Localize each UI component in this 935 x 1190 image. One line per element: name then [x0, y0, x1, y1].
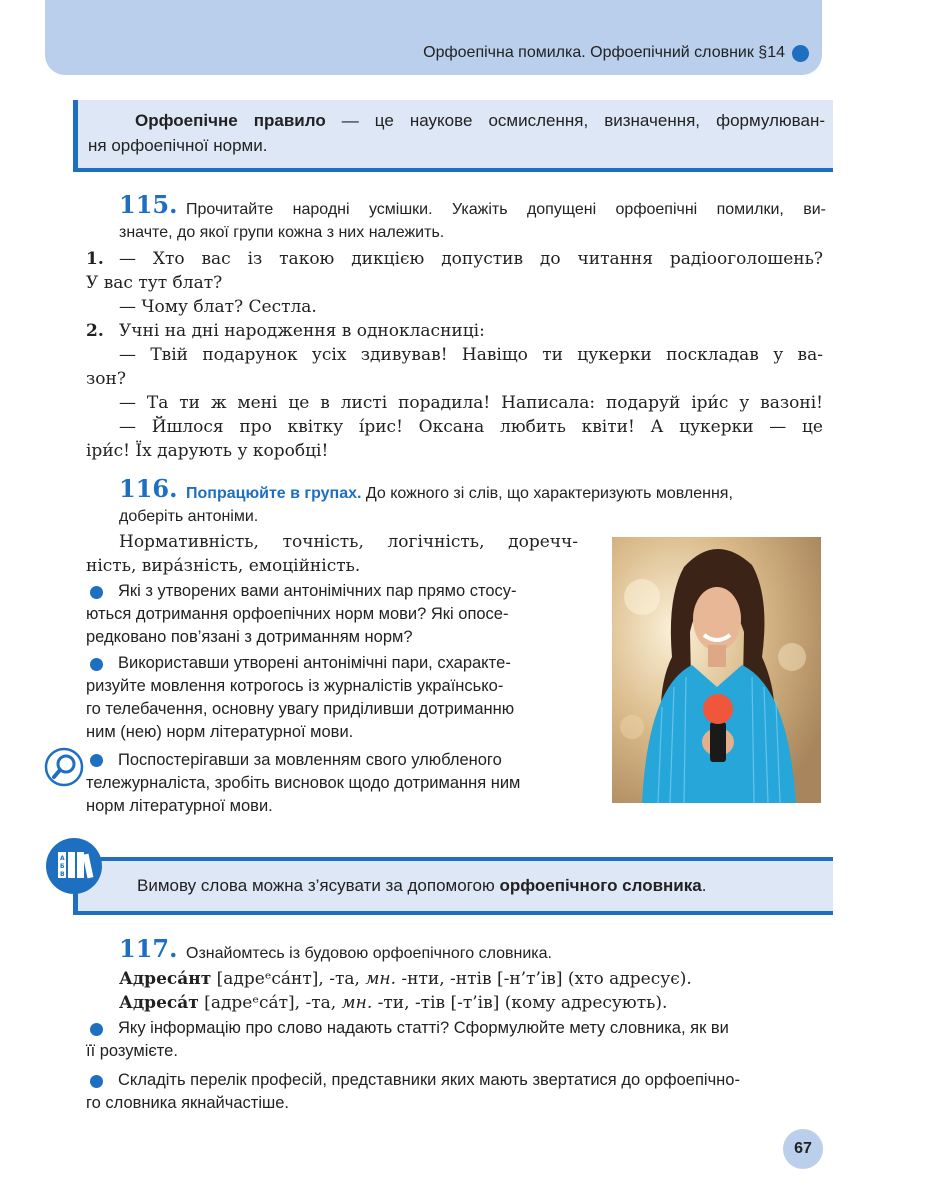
dictionary-entry: Адреса́нт [адреᵉса́нт], -та, мн. -нти, -нтів [-н’т’ів] (хто адресує).: [119, 969, 692, 989]
question-text: Яку інформацію про слово надають статті? Сформулюйте мету словника, як ви: [118, 1019, 729, 1037]
question-text: го словника якнайчастіше.: [86, 1094, 289, 1112]
rule-term: Орфоепічне правило: [135, 111, 326, 130]
rule-text: Орфоепічне правило — це наукове осмислення, визначення, формулюван-: [135, 111, 825, 130]
story-line: — Хто вас із такою дикцією допустив до читання радіооголошень?: [119, 249, 823, 269]
question-text: Які з утворених вами антонімічних пар прямо стосу-: [118, 582, 517, 600]
question-text: Використавши утворені антонімічні пари, схарактe-: [118, 654, 511, 672]
question-text: її розумієте.: [86, 1042, 178, 1060]
group-work-label: Попрацюйте в групах.: [186, 485, 362, 502]
question-text: ним (нею) норм літературної мови.: [86, 723, 354, 741]
story-line: Учні на дні народження в однокласниці:: [119, 321, 485, 341]
header-band: [45, 0, 822, 75]
question-text: Складіть перелік професій, представники яких мають звертатися до орфоепічно-: [118, 1071, 740, 1089]
header-dot-icon: [792, 45, 809, 62]
bullet-icon: [90, 1023, 103, 1036]
magnifier-icon: [44, 747, 84, 787]
exercise-117-task: Ознайомтесь із будовою орфоепічного словника.: [186, 945, 552, 962]
question-text: го телебачення, основну увагу приділивши дотриманню: [86, 700, 515, 718]
journalist-photo: [612, 537, 821, 803]
svg-text:Б: Б: [60, 863, 65, 870]
exercise-116-task: Попрацюйте в групах. До кожного зі слів, що характеризують мовлення,: [186, 485, 733, 502]
exercise-115-task-cont: значте, до якої групи кожна з них належить.: [119, 224, 445, 241]
dictionary-books-icon: [44, 838, 104, 894]
exercise-116-task-cont: доберіть антоніми.: [119, 508, 259, 525]
words-line: ність, вира́зність, емоційність.: [86, 556, 361, 576]
rule-term: орфоепічного словника: [499, 876, 702, 895]
exercise-115-task: Прочитайте народні усмішки. Укажіть допущені орфоепічні помилки, ви-: [186, 201, 826, 218]
dictionary-entry: Адреса́т [адреᵉса́т], -та, мн. -ти, -тів [-т’ів] (кому адресують).: [119, 993, 668, 1013]
question-text: редковано пов’язані з дотриманням норм?: [86, 628, 413, 646]
question-text: ються дотримання орфоепічних норм мови? Які опосе-: [86, 605, 509, 623]
bullet-icon: [90, 586, 103, 599]
story-line: зон?: [86, 369, 126, 389]
header-title: Орфоепічна помилка. Орфоепічний словник §14: [423, 44, 785, 61]
item-number-1: 1.: [86, 249, 104, 269]
exercise-number-115: 115.: [119, 190, 178, 219]
story-line: — Чому блат? Сестла.: [119, 297, 317, 317]
item-number-2: 2.: [86, 321, 104, 341]
svg-text:А: А: [60, 855, 65, 862]
page-number: 67: [783, 1129, 823, 1169]
rule-text-cont: ня орфоепічної норми.: [88, 136, 268, 155]
story-line: — Йшлося про квітку і́рис! Оксана любить квіти! А цукерки — це: [119, 417, 823, 437]
exercise-number-116: 116.: [119, 474, 178, 503]
svg-text:В: В: [60, 871, 65, 878]
bullet-icon: [90, 658, 103, 671]
bullet-icon: [90, 1075, 103, 1088]
rule-text-dictionary: Вимову слова можна з’ясувати за допомогою орфоепічного словника.: [137, 876, 707, 895]
words-line: Нормативність, точність, логічність, доречч-: [119, 532, 578, 552]
exercise-number-117: 117.: [119, 934, 178, 963]
story-line: іри́с! Їх дарують у коробці!: [86, 441, 329, 461]
story-line: — Та ти ж мені це в листі порадила! Написала: подаруй іри́с у вазоні!: [119, 393, 823, 413]
question-text: тележурналіста, зробіть висновок щодо дотримання ним: [86, 774, 521, 792]
story-line: У вас тут блат?: [86, 273, 223, 293]
question-text: ризуйте мовлення котрогось із журналістів українсько-: [86, 677, 504, 695]
question-text: норм літературної мови.: [86, 797, 273, 815]
question-text: Поспостерігавши за мовленням свого улюбленого: [118, 751, 502, 769]
bullet-icon: [90, 754, 103, 767]
story-line: — Твій подарунок усіх здивував! Навіщо ти цукерки поскладав у ва-: [119, 345, 823, 365]
